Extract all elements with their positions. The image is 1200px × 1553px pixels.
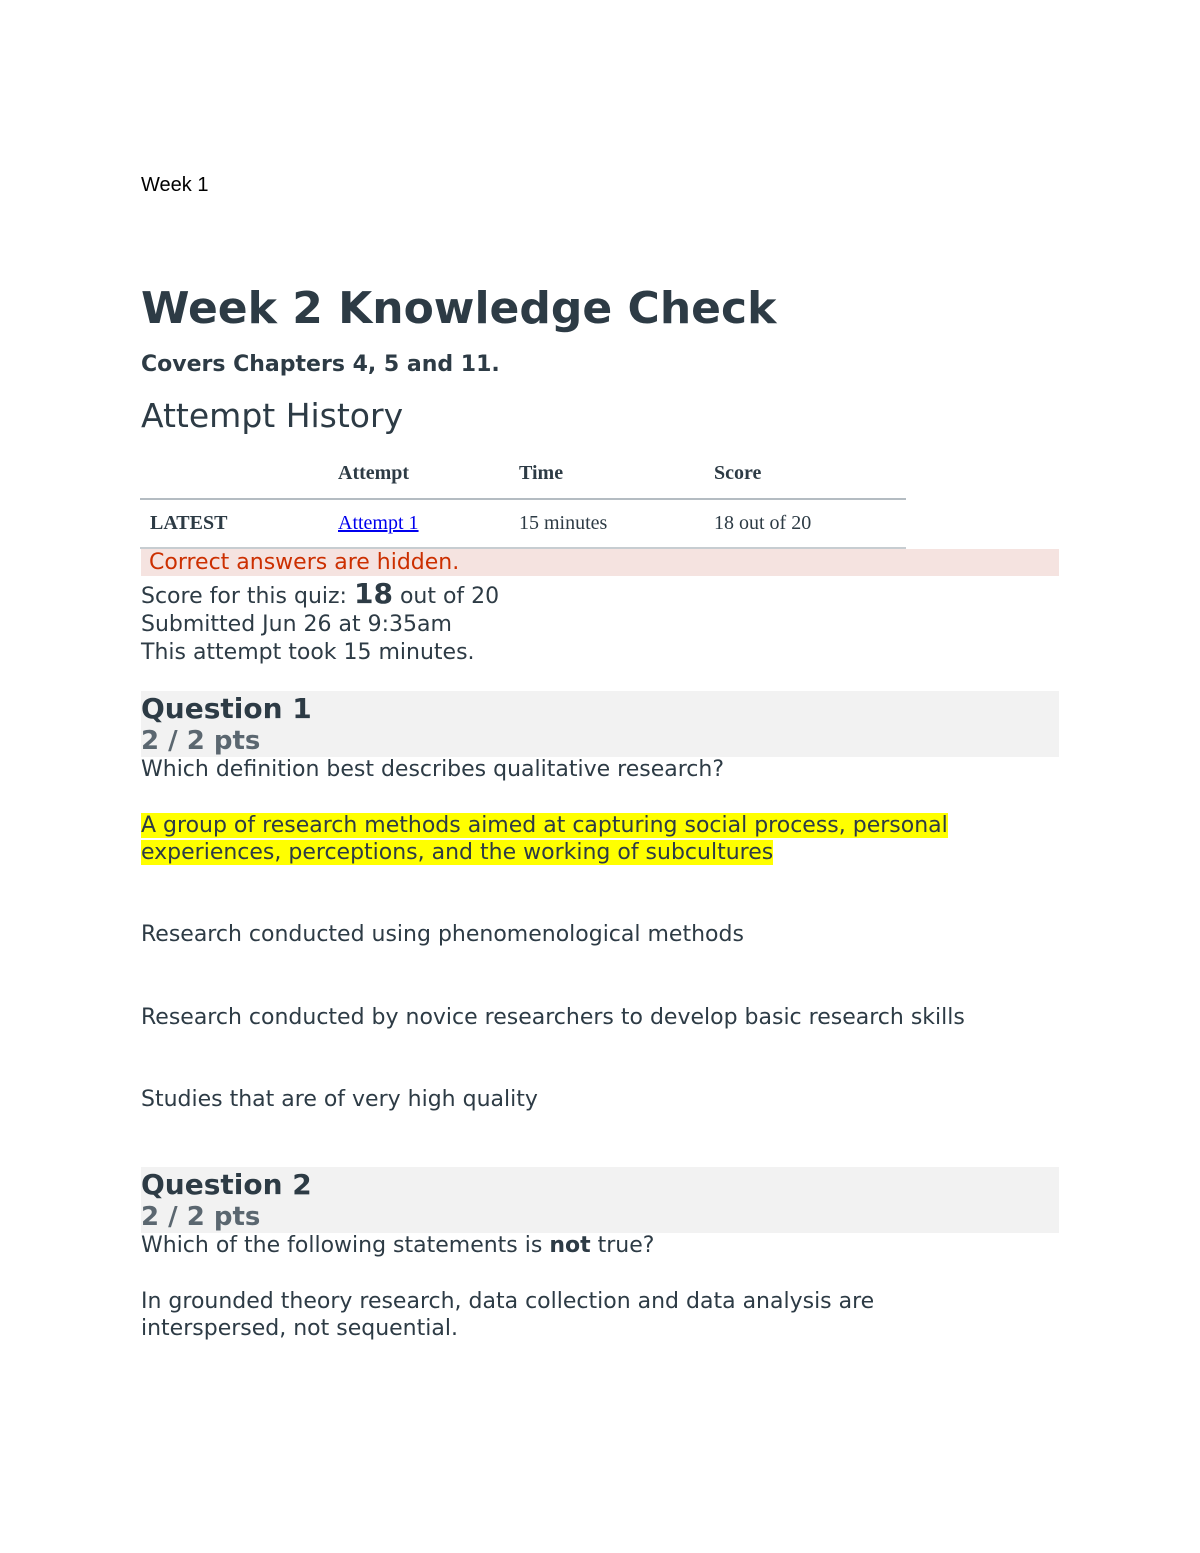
time-cell: 15 minutes <box>519 499 714 548</box>
question-2-title: Question 2 <box>141 1168 312 1201</box>
question-1-prompt: Which definition best describes qualitative research? <box>141 757 724 782</box>
attempt-history-header-row <box>140 448 906 499</box>
score-line <box>141 577 500 611</box>
question-2-answer-1[interactable] <box>141 1288 1041 1342</box>
column-header-time: Time <box>519 448 714 499</box>
question-2-header <box>141 1167 1059 1233</box>
attempt-history-heading: Attempt History <box>141 396 404 435</box>
prompt-emphasis: not <box>549 1233 591 1258</box>
latest-label: LATEST <box>140 499 338 548</box>
question-1-title: Question 1 <box>141 692 312 725</box>
question-2-prompt <box>141 1232 1041 1260</box>
question-1-answer-2[interactable]: Research conducted using phenomenological methods <box>141 922 744 947</box>
answer-line-2: interspersed, not sequential. <box>141 1316 458 1341</box>
table-row <box>140 499 906 548</box>
column-header-blank <box>140 448 338 499</box>
answer-highlight-line-2: experiences, perceptions, and the working of subcultures <box>141 840 774 865</box>
answers-hidden-notice: Correct answers are hidden. <box>141 549 1059 576</box>
score-prefix: Score for this quiz: <box>141 584 347 609</box>
question-1-points: 2 / 2 pts <box>141 726 261 756</box>
column-header-attempt: Attempt <box>338 448 519 499</box>
score-suffix: out of 20 <box>399 584 500 609</box>
attempt-link[interactable]: Attempt 1 <box>338 512 419 534</box>
submitted-line: Submitted Jun 26 at 9:35am <box>141 612 452 637</box>
prompt-part-2: true? <box>590 1233 655 1258</box>
document-header-week: Week 1 <box>141 174 209 196</box>
quiz-summary <box>141 577 500 667</box>
score-value: 18 <box>353 577 393 610</box>
answer-highlight-line-1: A group of research methods aimed at capturing social process, personal <box>141 813 948 838</box>
score-cell: 18 out of 20 <box>714 499 906 548</box>
column-header-score: Score <box>714 448 906 499</box>
question-1-answer-1[interactable] <box>141 812 1041 866</box>
question-1-answer-4[interactable]: Studies that are of very high quality <box>141 1087 538 1112</box>
prompt-part-1: Which of the following statements is <box>141 1233 550 1258</box>
question-2-points: 2 / 2 pts <box>141 1202 261 1232</box>
question-1-header <box>141 691 1059 757</box>
attempt-cell <box>338 499 519 548</box>
answer-line-1: In grounded theory research, data collection and data analysis are <box>141 1289 875 1314</box>
attempt-history-table <box>140 448 906 549</box>
question-1-answer-3[interactable]: Research conducted by novice researchers to develop basic research skills <box>141 1005 965 1030</box>
duration-line: This attempt took 15 minutes. <box>141 640 475 665</box>
quiz-subtitle: Covers Chapters 4, 5 and 11. <box>141 352 500 377</box>
quiz-title: Week 2 Knowledge Check <box>141 283 777 334</box>
